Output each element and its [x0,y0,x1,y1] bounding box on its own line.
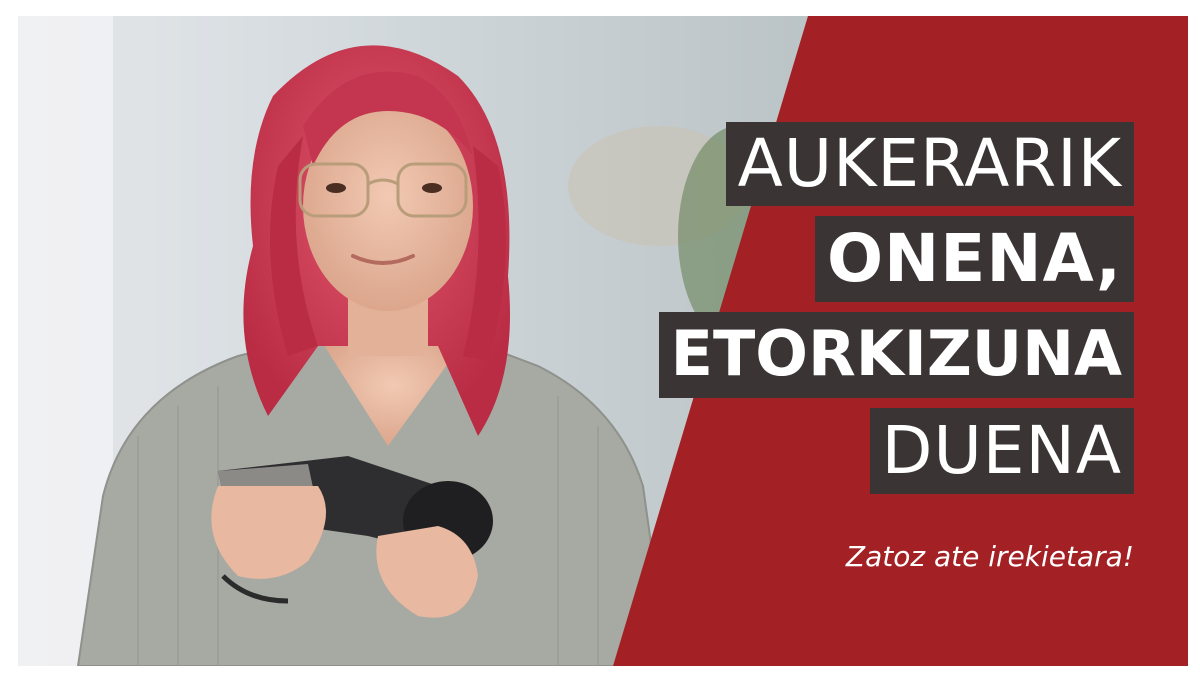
headline [18,16,1188,666]
promo-banner [18,16,1188,666]
headline-line-4: DUENA [870,408,1134,494]
headline-line-1: AUKERARIK [726,122,1134,206]
tagline: Zatoz ate irekietara! [845,540,1134,573]
headline-line-2: ONENA, [815,216,1134,302]
headline-line-3: ETORKIZUNA [659,312,1134,398]
